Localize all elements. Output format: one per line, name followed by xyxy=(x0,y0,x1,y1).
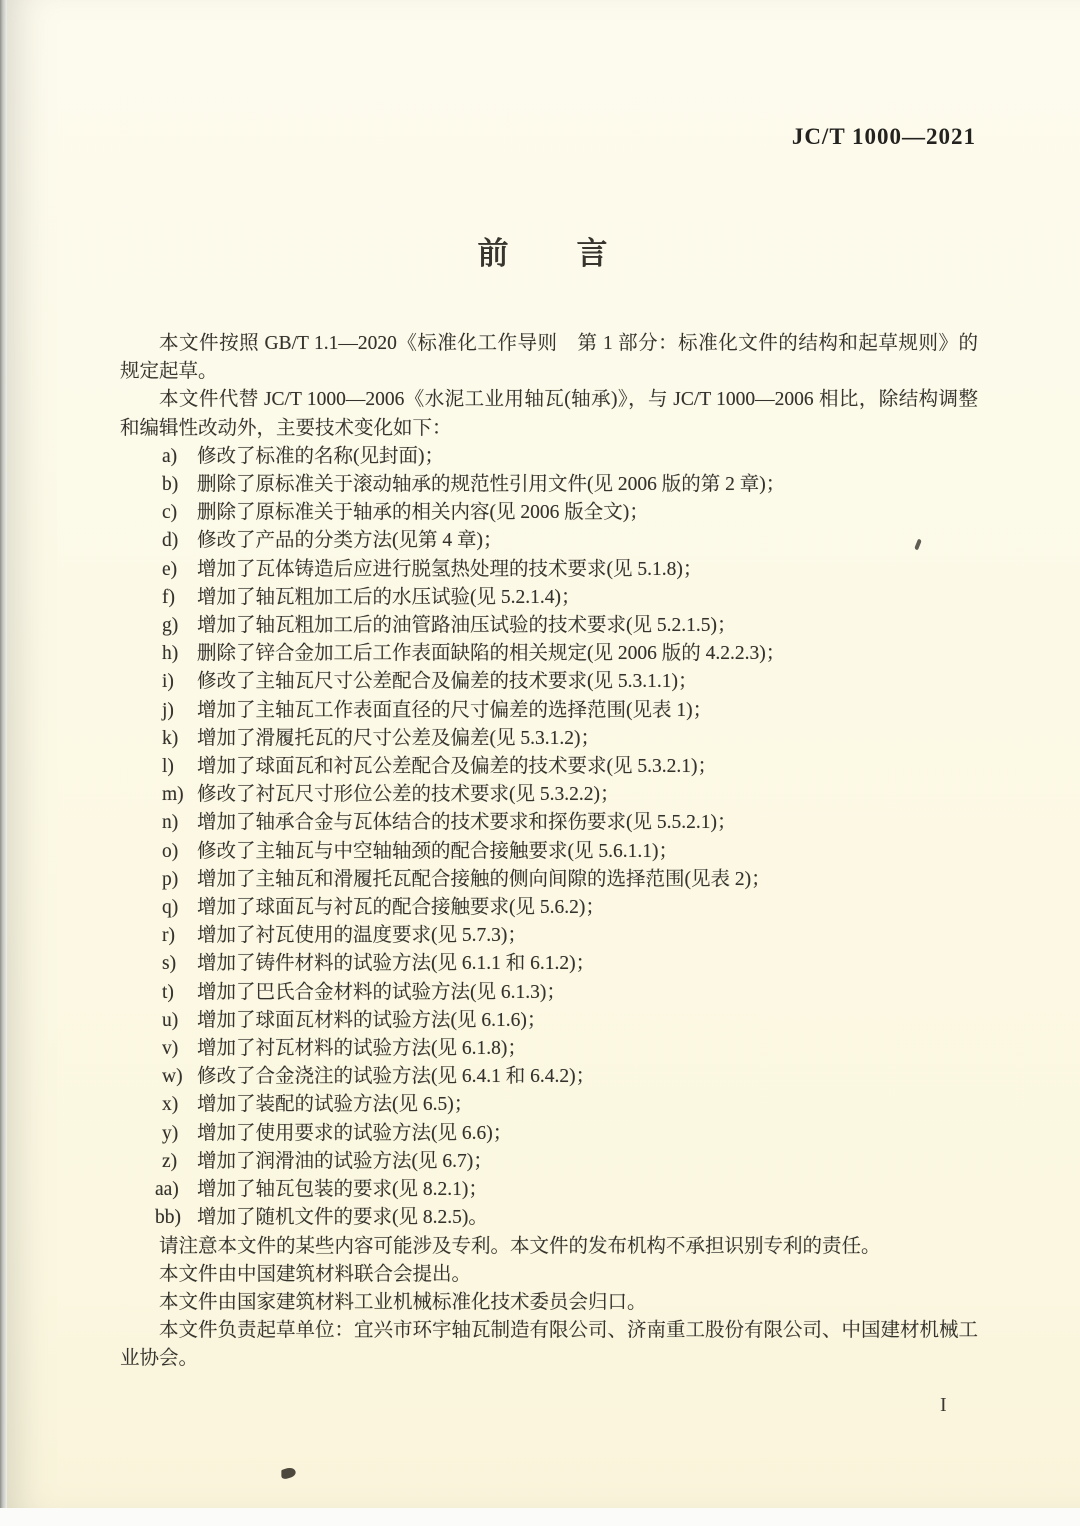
change-item-text: 增加了衬瓦材料的试验方法(见 6.1.8)； xyxy=(197,1038,527,1060)
change-item-text: 增加了球面瓦与衬瓦的配合接触要求(见 5.6.2)； xyxy=(197,897,605,919)
change-item-text: 增加了轴瓦粗加工后的水压试验(见 5.2.1.4)； xyxy=(197,586,581,608)
change-item-text: 增加了滑履托瓦的尺寸公差及偏差(见 5.3.1.2)； xyxy=(197,727,600,749)
change-item xyxy=(120,866,978,894)
change-item xyxy=(120,499,978,527)
change-item xyxy=(120,1007,978,1035)
change-item-label: y) xyxy=(162,1122,179,1144)
change-item-label: b) xyxy=(162,474,179,496)
change-item-label: c) xyxy=(162,502,178,524)
change-item xyxy=(120,584,978,612)
change-item-text: 增加了巴氏合金材料的试验方法(见 6.1.3)； xyxy=(197,981,566,1003)
change-item-text: 增加了球面瓦材料的试验方法(见 6.1.6)； xyxy=(197,1009,547,1031)
change-item-label: n) xyxy=(162,812,179,834)
change-item xyxy=(120,668,978,696)
change-item-text: 增加了轴瓦粗加工后的油管路油压试验的技术要求(见 5.2.1.5)； xyxy=(197,615,737,637)
change-item-text: 增加了轴承合金与瓦体结合的技术要求和探伤要求(见 5.5.2.1)； xyxy=(197,812,737,834)
change-item-label: z) xyxy=(162,1150,178,1172)
foreword-body xyxy=(120,330,978,1374)
change-item-text: 修改了衬瓦尺寸形位公差的技术要求(见 5.3.2.2)； xyxy=(197,784,620,806)
change-item xyxy=(120,640,978,668)
change-item xyxy=(120,1148,978,1176)
change-item-label: l) xyxy=(162,756,174,778)
document-page xyxy=(7,0,1080,1508)
change-item-text: 增加了主轴瓦工作表面直径的尺寸偏差的选择范围(见表 1)； xyxy=(197,699,713,721)
change-item-label: x) xyxy=(162,1094,179,1116)
change-item xyxy=(120,725,978,753)
change-item xyxy=(120,471,978,499)
change-item-text: 增加了使用要求的试验方法(见 6.6)； xyxy=(197,1122,513,1144)
change-item-label: t) xyxy=(162,981,174,1003)
change-item-label: w) xyxy=(162,1066,183,1088)
intro-paragraph-2: 本文件代替 JC/T 1000—2006《水泥工业用轴瓦(轴承)》，与 JC/T 1000—2006 相比，除结构调整和编辑性改动外，主要技术变化如下： xyxy=(120,389,978,439)
change-item-label: i) xyxy=(162,671,174,693)
change-item xyxy=(120,697,978,725)
change-item xyxy=(120,1091,978,1119)
change-item-text: 增加了瓦体铸造后应进行脱氢热处理的技术要求(见 5.1.8)； xyxy=(197,558,703,580)
intro-paragraph-1: 本文件按照 GB/T 1.1—2020《标准化工作导则 第 1 部分：标准化文件的结构和起草规则》的规定起草。 xyxy=(120,333,978,383)
change-item xyxy=(120,556,978,584)
change-item-label: s) xyxy=(162,953,177,975)
change-item-text: 修改了主轴瓦与中空轴轴颈的配合接触要求(见 5.6.1.1)； xyxy=(197,840,678,862)
change-item xyxy=(120,1204,978,1232)
change-item xyxy=(120,950,978,978)
change-item-text: 删除了原标准关于轴承的相关内容(见 2006 版全文)； xyxy=(197,502,649,524)
change-item-text: 修改了合金浇注的试验方法(见 6.4.1 和 6.4.2)； xyxy=(197,1066,596,1088)
closing-paragraph-proposer: 本文件由中国建筑材料联合会提出。 xyxy=(159,1263,472,1285)
change-item-label: a) xyxy=(162,445,178,467)
change-item-label: q) xyxy=(162,897,179,919)
change-item xyxy=(120,443,978,471)
change-item xyxy=(120,1035,978,1063)
change-item-label: r) xyxy=(162,925,175,947)
change-item-label: k) xyxy=(162,727,179,749)
change-item xyxy=(120,753,978,781)
change-item-label: o) xyxy=(162,840,179,862)
change-item xyxy=(120,1120,978,1148)
change-item-text: 删除了锌合金加工后工作表面缺陷的相关规定(见 2006 版的 4.2.2.3)； xyxy=(197,643,786,665)
change-item-label: d) xyxy=(162,530,179,552)
change-item xyxy=(120,781,978,809)
scan-bottom-edge xyxy=(0,1508,1080,1526)
ink-speck xyxy=(281,1465,295,1480)
change-item-text: 增加了衬瓦使用的温度要求(见 5.7.3)； xyxy=(197,925,527,947)
standard-number-header: JC/T 1000—2021 xyxy=(791,124,976,149)
foreword-title: 前 言 xyxy=(477,236,610,271)
change-item-label: h) xyxy=(162,643,179,665)
changes-list xyxy=(120,443,978,1233)
change-item-text: 增加了铸件材料的试验方法(见 6.1.1 和 6.1.2)； xyxy=(197,953,596,975)
change-item-text: 增加了轴瓦包装的要求(见 8.2.1)； xyxy=(197,1179,488,1201)
change-item-text: 增加了球面瓦和衬瓦公差配合及偏差的技术要求(见 5.3.2.1)； xyxy=(197,756,717,778)
change-item xyxy=(120,838,978,866)
change-item xyxy=(120,894,978,922)
change-item-label: p) xyxy=(162,868,179,890)
change-item-label: aa) xyxy=(155,1179,179,1201)
change-item-label: bb) xyxy=(155,1207,181,1229)
change-item-text: 修改了标准的名称(见封面)； xyxy=(197,445,444,467)
change-item xyxy=(120,979,978,1007)
scan-left-edge xyxy=(0,0,7,1512)
change-item xyxy=(120,922,978,950)
change-item-label: e) xyxy=(162,558,178,580)
change-item xyxy=(120,527,978,555)
closing-paragraph-drafters: 本文件负责起草单位：宜兴市环宇轴瓦制造有限公司、济南重工股份有限公司、中国建材机械工业协会。 xyxy=(120,1320,979,1370)
change-item-text: 增加了主轴瓦和滑履托瓦配合接触的侧向间隙的选择范围(见表 2)； xyxy=(197,868,771,890)
change-item-label: v) xyxy=(162,1038,179,1060)
change-item-label: u) xyxy=(162,1009,179,1031)
page-number: I xyxy=(940,1394,947,1416)
change-item-label: f) xyxy=(162,586,175,608)
change-item xyxy=(120,1063,978,1091)
change-item-text: 删除了原标准关于滚动轴承的规范性引用文件(见 2006 版的第 2 章)； xyxy=(197,474,786,496)
change-item-label: g) xyxy=(162,615,179,637)
change-item-text: 增加了润滑油的试验方法(见 6.7)； xyxy=(197,1150,493,1172)
change-item-label: m) xyxy=(162,784,184,806)
change-item xyxy=(120,612,978,640)
closing-paragraph-committee: 本文件由国家建筑材料工业机械标准化技术委员会归口。 xyxy=(159,1291,647,1313)
closing-paragraph-patent: 请注意本文件的某些内容可能涉及专利。本文件的发布机构不承担识别专利的责任。 xyxy=(159,1235,881,1257)
change-item xyxy=(120,1176,978,1204)
change-item-text: 增加了随机文件的要求(见 8.2.5)。 xyxy=(197,1207,488,1229)
change-item-text: 修改了主轴瓦尺寸公差配合及偏差的技术要求(见 5.3.1.1)； xyxy=(197,671,698,693)
change-item xyxy=(120,809,978,837)
change-item-text: 增加了装配的试验方法(见 6.5)； xyxy=(197,1094,474,1116)
change-item-label: j) xyxy=(162,699,174,721)
change-item-text: 修改了产品的分类方法(见第 4 章)； xyxy=(197,530,503,552)
